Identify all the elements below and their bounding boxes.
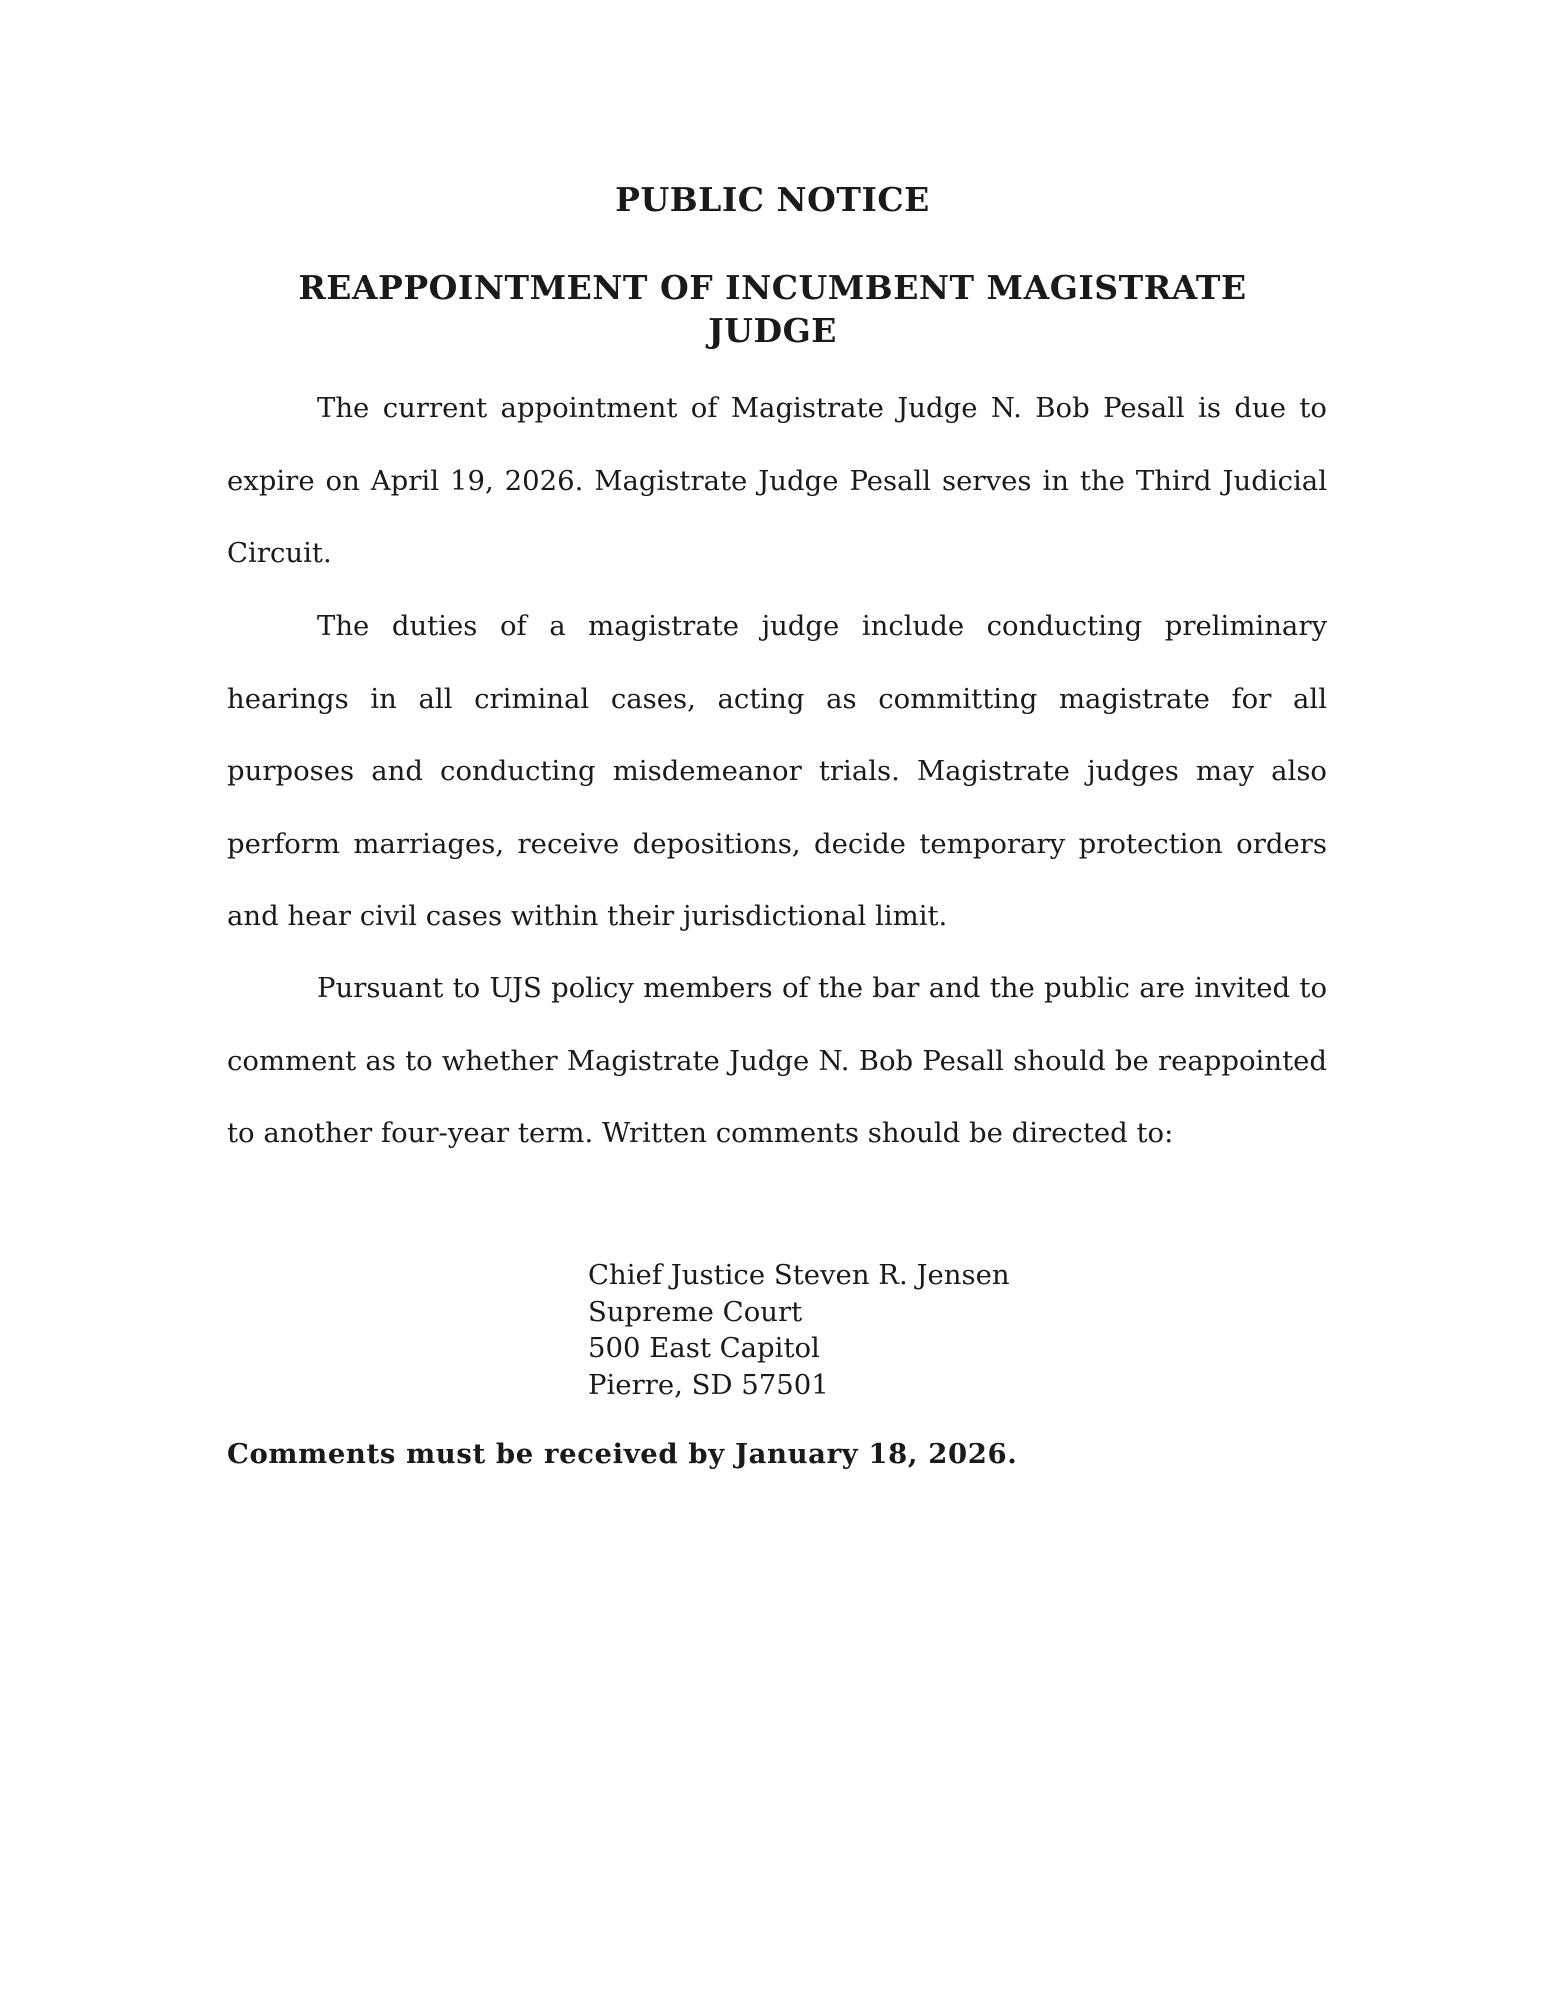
address-name: Chief Justice Steven R. Jensen (588, 1259, 1010, 1291)
address-court: Supreme Court (588, 1295, 803, 1328)
notice-subtitle-text: REAPPOINTMENT OF INCUMBENT MAGISTRATE JUDGE (298, 268, 1247, 350)
comment-deadline: Comments must be received by January 18, 2026. (227, 1438, 1018, 1470)
page-title: PUBLIC NOTICE (615, 180, 930, 219)
paragraph-appointment (227, 372, 1327, 590)
mailing-address (588, 1257, 1010, 1403)
paragraph-comments (227, 952, 1327, 1170)
paragraph-duties (227, 590, 1327, 953)
address-street: 500 East Capitol (588, 1332, 820, 1364)
paragraph-text: Pursuant to UJS policy members of the bar and the public are invited to comment as to whether Magistrate Judge N. Bob Pesall should be reappointed to another four-year term. Written comments should be directed to: (227, 972, 1327, 1149)
paragraph-text: The duties of a magistrate judge include conducting preliminary hearings in all criminal cases, acting as committing magistrate for all purposes and conducting misdemeanor trials. Magistrate judges may also perform marriages, receive depositions, decide temporary protection orders and hear civil cases within their jurisdictional limit. (227, 610, 1327, 932)
notice-subtitle (0, 266, 1545, 352)
address-city: Pierre, SD 57501 (588, 1368, 829, 1401)
paragraph-text: The current appointment of Magistrate Judge N. Bob Pesall is due to expire on April 19, 2026. Magistrate Judge Pesall serves in the Third Judicial Circuit. (227, 392, 1327, 569)
